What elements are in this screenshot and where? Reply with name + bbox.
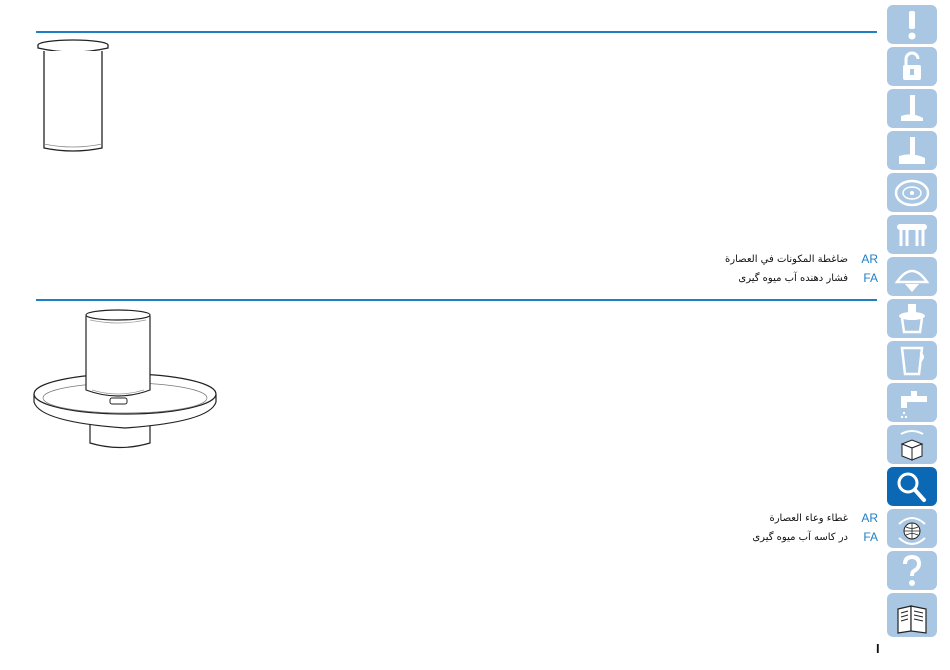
tab-unlock[interactable]	[887, 47, 937, 86]
knife-blade-icon	[893, 134, 931, 168]
language-code: FA	[863, 271, 878, 285]
question-icon	[893, 554, 931, 588]
storage-box-icon	[893, 428, 931, 462]
tab-storage[interactable]	[887, 425, 937, 464]
pusher-illustration	[36, 38, 116, 156]
kneading-icon	[893, 218, 931, 252]
magnifier-icon	[893, 470, 931, 504]
tab-knife-blade[interactable]	[887, 131, 937, 170]
label-text: در کاسه آب میوه گیری	[752, 531, 848, 543]
section-divider-1	[36, 31, 877, 33]
tab-citrus-press[interactable]	[887, 257, 937, 296]
tab-disc[interactable]	[887, 173, 937, 212]
tab-search[interactable]	[887, 467, 937, 506]
tab-manual[interactable]	[887, 598, 937, 637]
globe-icon	[893, 512, 931, 546]
language-code: AR	[861, 511, 878, 525]
tab-help[interactable]	[887, 551, 937, 590]
juicer-lid-illustration	[30, 306, 220, 456]
tab-blade[interactable]	[887, 89, 937, 128]
book-icon	[893, 601, 931, 635]
tab-warning[interactable]	[887, 5, 937, 44]
label-text: ضاغطة المكونات في العصارة	[725, 253, 848, 265]
language-code: AR	[861, 252, 878, 266]
tab-tap[interactable]	[887, 383, 937, 422]
label-row	[752, 530, 878, 544]
tab-guarantee[interactable]	[887, 509, 937, 548]
language-code: FA	[863, 530, 878, 544]
disc-icon	[893, 176, 931, 210]
jug-icon	[893, 344, 931, 378]
unlock-icon	[893, 50, 931, 84]
label-row	[769, 511, 878, 525]
juicer-icon	[893, 302, 931, 336]
tab-kneading[interactable]	[887, 215, 937, 254]
section-divider-2	[36, 299, 877, 301]
tab-juicer[interactable]	[887, 299, 937, 338]
label-row	[725, 252, 878, 266]
tap-icon	[893, 386, 931, 420]
page-number: I	[876, 641, 880, 656]
label-row	[738, 271, 878, 285]
blade-icon	[893, 92, 931, 126]
exclamation-icon	[893, 8, 931, 42]
label-text: فشار دهنده آب میوه گیری	[738, 272, 848, 284]
label-text: غطاء وعاء العصارة	[769, 512, 848, 524]
tab-jug[interactable]	[887, 341, 937, 380]
citrus-press-icon	[893, 260, 931, 294]
